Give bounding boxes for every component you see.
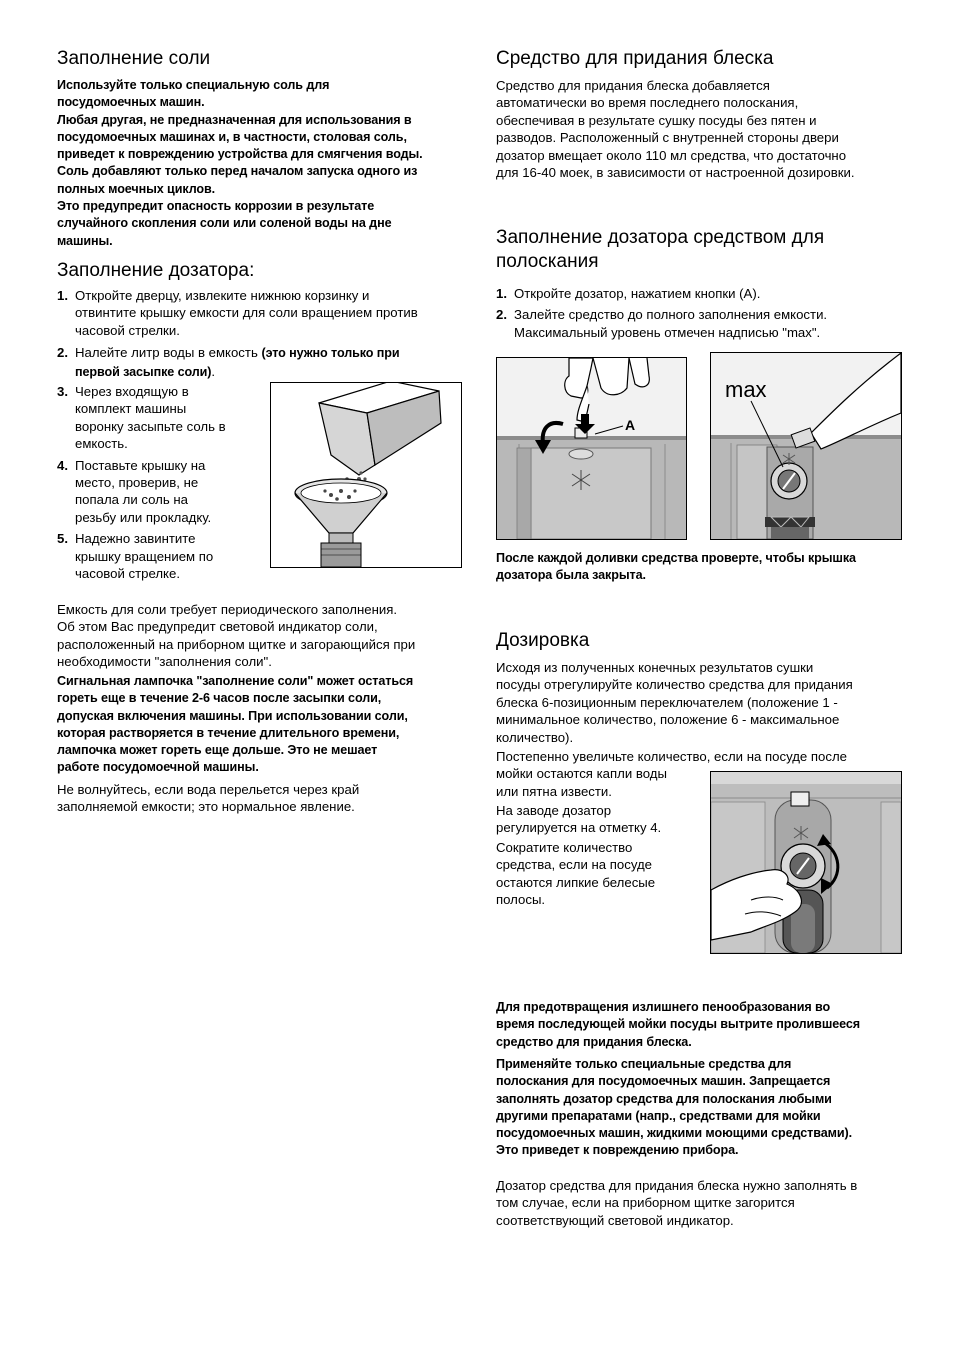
text-line: Залейте средство до полного заполнения емкости. bbox=[514, 307, 828, 323]
text-line: блеска 6-позиционным переключателем (положение 1 - bbox=[496, 694, 838, 710]
text-line: воронку засыпьте соль в bbox=[75, 418, 226, 434]
dosage-dial-illustration bbox=[710, 771, 902, 954]
salt-steps-list-cont bbox=[57, 383, 257, 582]
max-level-illustration bbox=[710, 352, 902, 540]
text-line: место, проверив, не bbox=[75, 475, 199, 491]
step-number: 4. bbox=[57, 457, 68, 473]
dispenser-panel-icon bbox=[497, 358, 686, 539]
salt-lamp-warning bbox=[57, 673, 467, 777]
text-line: средства, если на посуде bbox=[496, 857, 653, 873]
text-line: средство для придания блеска. bbox=[496, 1034, 692, 1049]
text-line: заполнять дозатор средства для полоскания любыми bbox=[496, 1091, 832, 1106]
text-line: время последующей мойки посуды вытрите пролившееся bbox=[496, 1017, 861, 1032]
text-line: количество). bbox=[496, 729, 574, 745]
text-line: дозатора была закрыта. bbox=[496, 568, 646, 583]
text-line: Постепенно увеличьте количество, если на посуде после bbox=[496, 749, 848, 764]
salt-funnel-illustration bbox=[270, 382, 462, 568]
salt-overflow-text bbox=[57, 781, 467, 816]
label-a: A bbox=[625, 417, 636, 433]
dosage-reduce bbox=[496, 839, 706, 909]
list-item bbox=[57, 530, 257, 582]
text-line: отвинтите крышку емкости для соли вращением против bbox=[75, 305, 418, 321]
open-dispenser-illustration bbox=[496, 357, 687, 540]
foam-warning bbox=[496, 999, 906, 1051]
text-span-bold: первой засыпке соли) bbox=[75, 364, 212, 379]
label-max: max bbox=[725, 377, 767, 402]
list-item bbox=[57, 457, 257, 527]
text-line: посудомоечных машин. bbox=[57, 95, 205, 110]
rinse-heading: Средство для придания блеска bbox=[496, 48, 774, 69]
text-line: гореть еще в течение 2-6 часов после засыпки соли, bbox=[57, 691, 382, 706]
dosage-dial-icon bbox=[711, 772, 901, 953]
text-line: Сократите количество bbox=[496, 840, 633, 855]
text-line: обеспечивая в результате сушку посуды без пятен и bbox=[496, 112, 817, 128]
text-line: Дозатор средства для придания блеска нужно заполнять в bbox=[496, 1178, 858, 1193]
text-line: Надежно завинтите bbox=[75, 531, 196, 547]
text-line: необходимости "заполнения соли". bbox=[57, 654, 272, 670]
text-line: расположенный на приборном щитке и загорающийся при bbox=[57, 636, 416, 652]
text-line: После каждой доливки средства проверте, чтобы крышка bbox=[496, 551, 856, 565]
step-number: 1. bbox=[496, 286, 507, 301]
text-line: попала ли соль на bbox=[75, 492, 189, 508]
text-line: емкость. bbox=[75, 436, 128, 452]
text-line: случайного скопления соли или соленой воды на дне bbox=[57, 216, 392, 231]
text-line: Сигнальная лампочка "заполнение соли" может остаться bbox=[57, 674, 414, 688]
text-line: разводов. Расположенный с внутренней стороны двери bbox=[496, 130, 839, 146]
heading-line: полоскания bbox=[496, 251, 599, 272]
text-line: посудомоечных машин, жидкими моющими средствами). bbox=[496, 1126, 852, 1141]
dispenser-heading: Заполнение дозатора: bbox=[57, 260, 255, 281]
text-line: машины. bbox=[57, 233, 113, 248]
dosage-factory bbox=[496, 802, 706, 837]
text-line: На заводе дозатор bbox=[496, 803, 612, 818]
text-line: Об этом Вас предупредит световой индикатор соли, bbox=[57, 619, 378, 635]
step-number: 3. bbox=[57, 384, 68, 399]
list-item bbox=[496, 285, 906, 302]
dosage-intro bbox=[496, 659, 906, 746]
funnel-icon bbox=[271, 383, 461, 567]
text-line: Это приведет к повреждению прибора. bbox=[496, 1143, 739, 1158]
salt-heading: Заполнение соли bbox=[57, 48, 211, 69]
text-line: полосы. bbox=[496, 892, 546, 908]
text-line: Любая другая, не предназначенная для использования в bbox=[57, 112, 412, 127]
text-line: или пятна извести. bbox=[496, 783, 612, 799]
list-item bbox=[496, 306, 906, 341]
text-line: дозатор вмещает около 110 мл средства, что достаточно bbox=[496, 147, 847, 163]
text-line: полоскания для посудомоечных машин. Запрещается bbox=[496, 1074, 831, 1089]
text-line: Не волнуйтесь, если вода перельется через край bbox=[57, 782, 360, 797]
text-line: которая растворяется в течение длительного времени, bbox=[57, 725, 400, 740]
text-line: приведет к повреждению устройства для смягчения воды. bbox=[57, 147, 423, 162]
text-line: часовой стрелке. bbox=[75, 566, 180, 582]
text-line: Емкость для соли требует периодического заполнения. bbox=[57, 602, 398, 617]
text-line: комплект машины bbox=[75, 401, 187, 417]
text-line: Поставьте крышку на bbox=[75, 457, 206, 473]
text-line: соответствующий световой индикатор. bbox=[496, 1212, 734, 1228]
text-span: Налейте литр воды в емкость bbox=[75, 345, 262, 361]
rinse-description bbox=[496, 77, 906, 181]
salt-steps-list bbox=[57, 287, 467, 381]
text-line: Через входящую в bbox=[75, 384, 189, 399]
special-agent-warning bbox=[496, 1056, 906, 1160]
text-span-bold: (это нужно только при bbox=[261, 346, 400, 361]
text-line: регулируется на отметку 4. bbox=[496, 820, 662, 836]
text-line: Это предупредит опасность коррозии в результате bbox=[57, 199, 375, 214]
indicator-text bbox=[496, 1177, 906, 1229]
text-line: Откройте дверцу, извлеките нижнюю корзинку и bbox=[75, 288, 370, 303]
text-line: остаются липкие белесые bbox=[496, 874, 656, 890]
dosage-heading: Дозировка bbox=[496, 630, 590, 651]
text-line: резьбу или прокладку. bbox=[75, 509, 212, 525]
text-line: посудомоечных машинах и, в частности, столовая соль, bbox=[57, 129, 407, 144]
text-line: часовой стрелки. bbox=[75, 322, 180, 338]
text-line: минимальное количество, положение 6 - максимальное bbox=[496, 712, 840, 728]
text-line: заполняемой емкости; это нормальное явление. bbox=[57, 799, 355, 815]
text-line: для 16-40 моек, в зависимости от настроенной дозировки. bbox=[496, 165, 855, 181]
text-span: . bbox=[211, 363, 216, 379]
text-line: Откройте дозатор, нажатием кнопки (А). bbox=[514, 286, 761, 301]
step-number: 2. bbox=[57, 345, 68, 361]
list-item bbox=[57, 383, 257, 453]
text-line: Исходя из полученных конечных результатов сушки bbox=[496, 660, 814, 675]
salt-warning bbox=[57, 77, 467, 250]
step-number: 1. bbox=[57, 288, 68, 303]
text-line: автоматически во время последнего полоскания, bbox=[496, 95, 799, 111]
text-line: Средство для придания блеска добавляется bbox=[496, 78, 770, 93]
step-number: 5. bbox=[57, 531, 68, 547]
close-lid-warning bbox=[496, 550, 906, 585]
salt-periodic-text bbox=[57, 601, 467, 671]
text-line: крышку вращением по bbox=[75, 548, 214, 564]
text-line: другими препаратами (напр., средствами для мойки bbox=[496, 1108, 821, 1123]
list-item bbox=[57, 287, 467, 339]
text-line: Максимальный уровень отмечен надписью "max". bbox=[514, 324, 821, 340]
text-line: том случае, если на приборном щитке загорится bbox=[496, 1195, 795, 1211]
text-line: допуская включения машины. При использовании соли, bbox=[57, 708, 408, 723]
text-line: Для предотвращения излишнего пенообразования во bbox=[496, 1000, 831, 1014]
text-line: мойки остаются капли воды bbox=[496, 766, 667, 782]
text-line: работе посудомоечной машины. bbox=[57, 760, 259, 775]
text-line: Используйте только специальную соль для bbox=[57, 78, 330, 92]
rinse-steps-list bbox=[496, 285, 906, 341]
text-line: посуды отрегулируйте количество средства для придания bbox=[496, 677, 853, 693]
fill-rinse-heading bbox=[496, 226, 906, 274]
text-line: Применяйте только специальные средства для bbox=[496, 1057, 792, 1071]
text-line: Соль добавляют только перед началом запуска одного из bbox=[57, 164, 418, 179]
heading-line: Заполнение дозатора средством для bbox=[496, 227, 825, 248]
text-line: полных моечных циклов. bbox=[57, 181, 216, 196]
rinse-bottle-icon bbox=[711, 353, 901, 539]
step-number: 2. bbox=[496, 307, 507, 323]
list-item bbox=[57, 344, 467, 381]
text-line: лампочка может гореть еще дольше. Это не мешает bbox=[57, 743, 378, 758]
